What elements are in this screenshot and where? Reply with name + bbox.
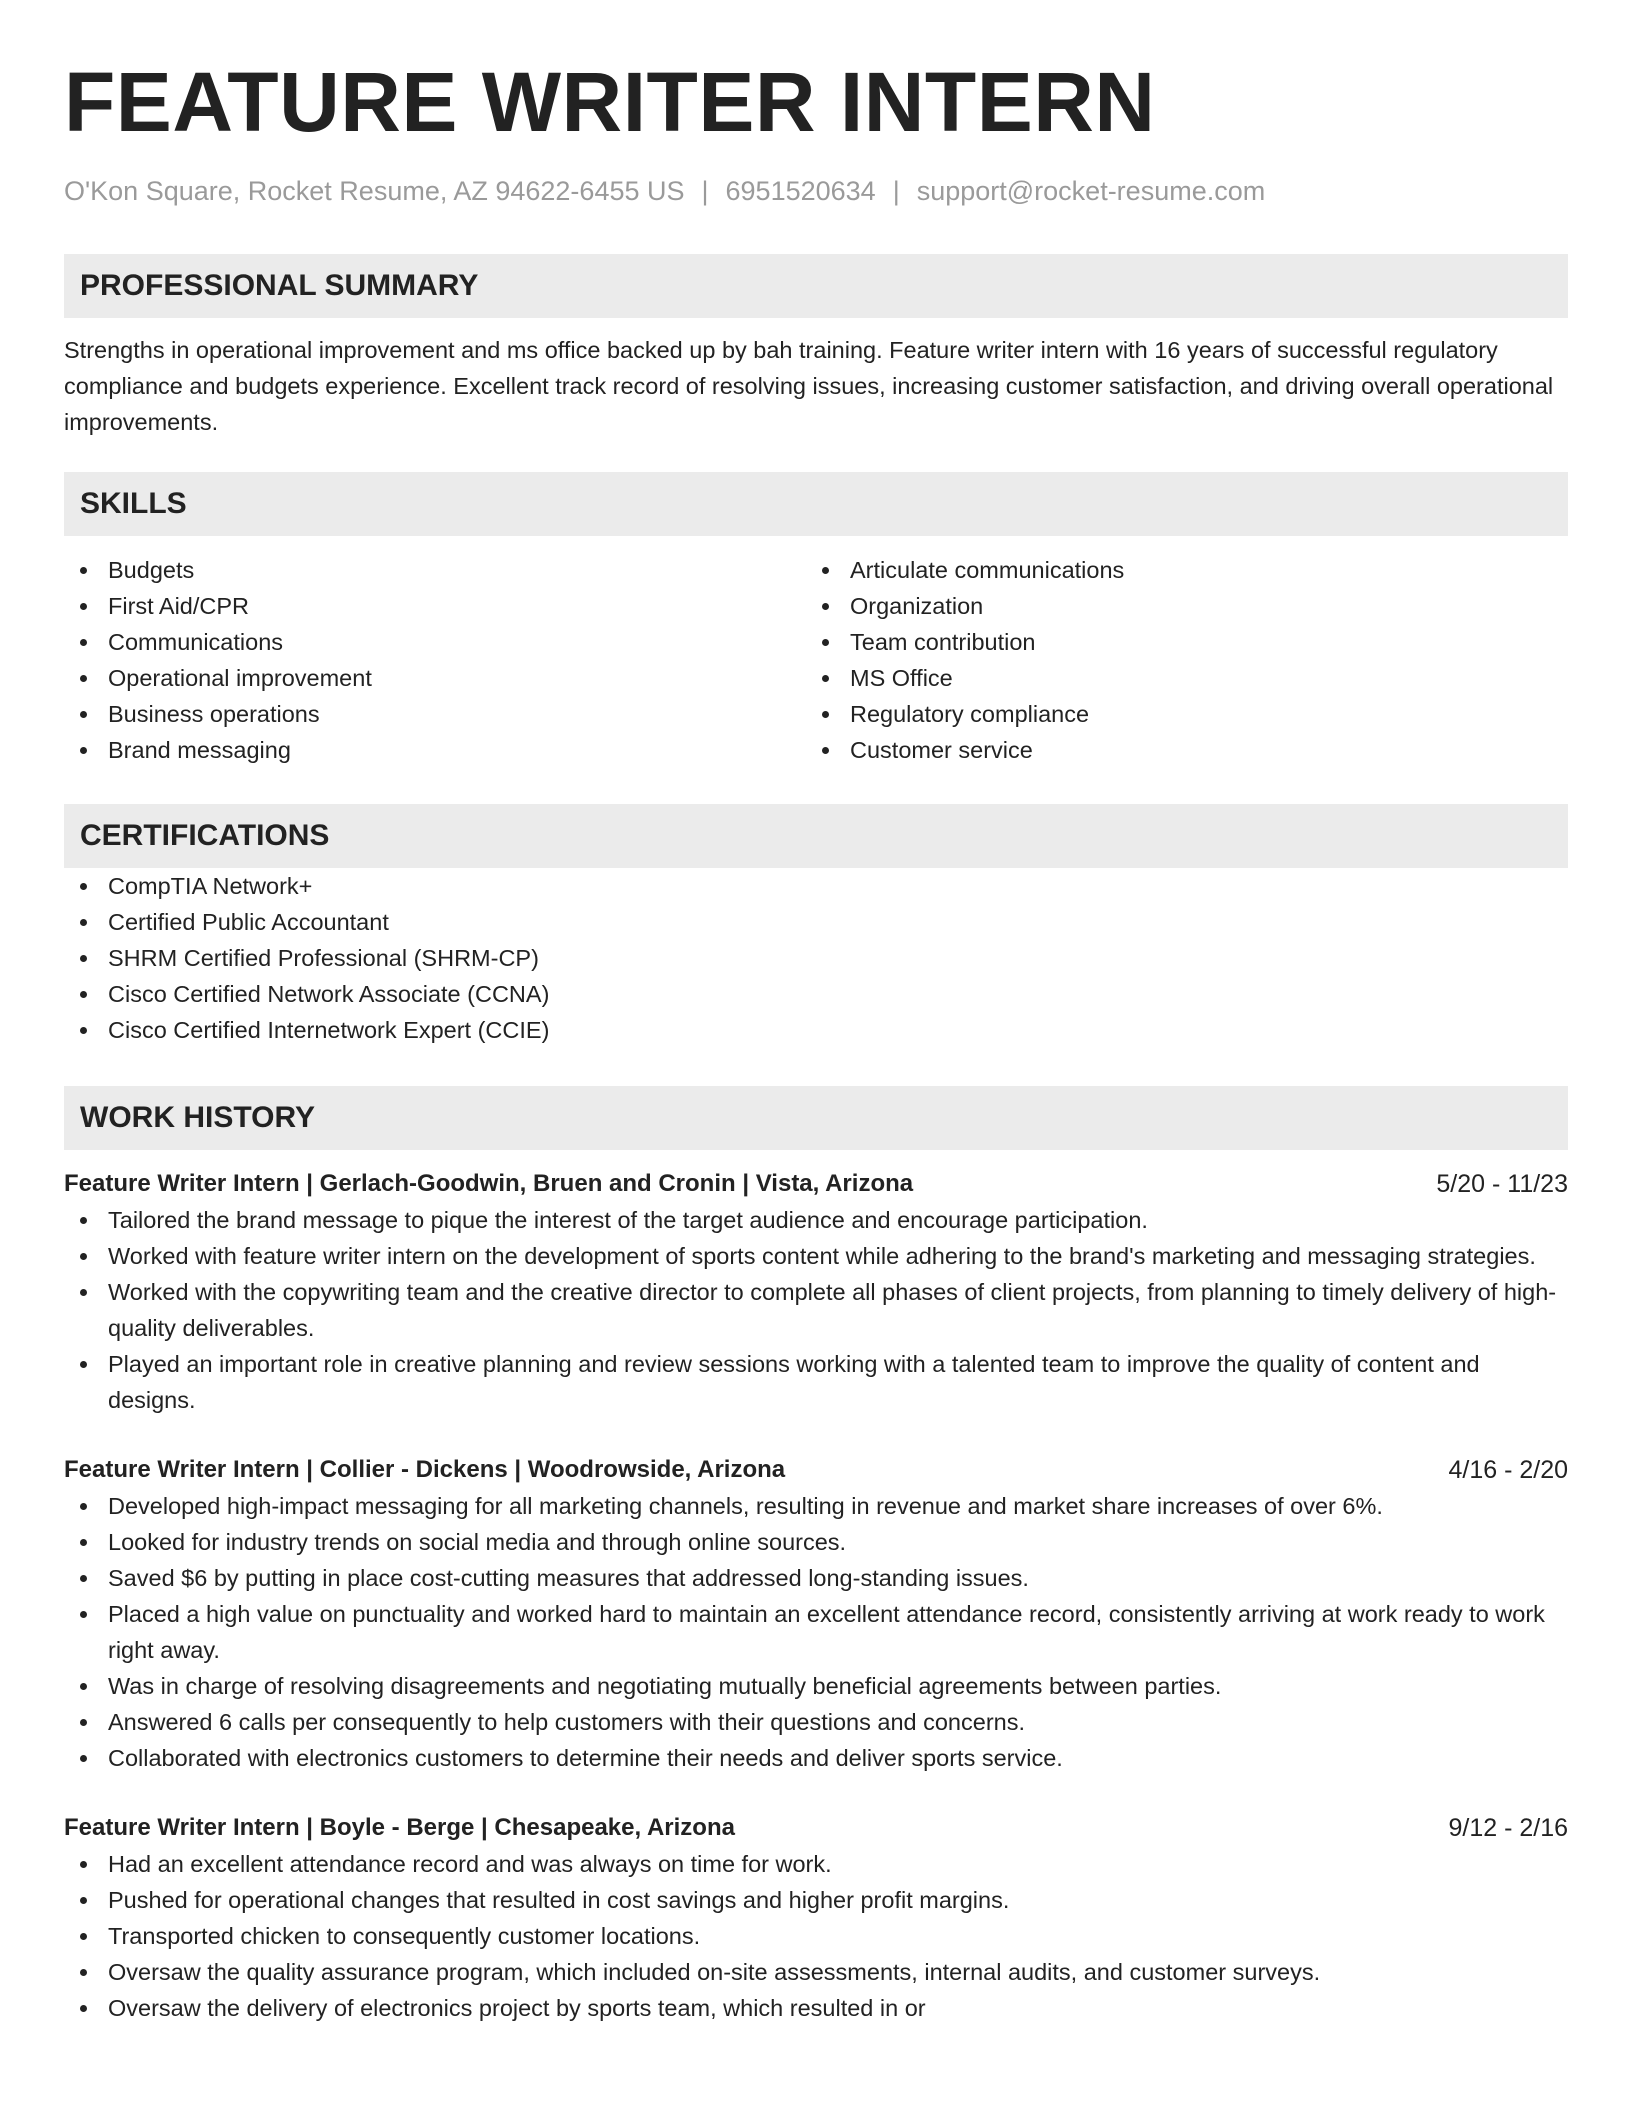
skill-item: Organization (806, 588, 1548, 624)
contact-separator: | (701, 176, 709, 206)
skill-item: MS Office (806, 660, 1548, 696)
certification-item: SHRM Certified Professional (SHRM-CP) (64, 940, 1568, 976)
job-bullets (64, 1846, 1568, 2026)
summary-text: Strengths in operational improvement and ms office backed up by bah training. Feature writer intern with 16 years of successful regulatory compliance and budgets experience. Excellent track record of resolving issues, increasing customer satisfaction, and driving overall operational improvements. (64, 337, 1554, 435)
job-header (64, 1452, 1568, 1488)
job-bullet: Oversaw the delivery of electronics project by sports team, which resulted in or (64, 1990, 1568, 2026)
certifications-heading: CERTIFICATIONS (64, 804, 1568, 868)
certification-item: Cisco Certified Internetwork Expert (CCIE) (64, 1012, 1568, 1048)
job-bullet: Transported chicken to consequently customer locations. (64, 1918, 1568, 1954)
resume-page (64, 0, 1568, 2026)
contact-separator: | (892, 176, 900, 206)
job-bullet: Pushed for operational changes that resulted in cost savings and higher profit margins. (64, 1882, 1568, 1918)
skills-section (64, 472, 1568, 768)
skill-item: Regulatory compliance (806, 696, 1548, 732)
work-history-section (64, 1086, 1568, 2026)
skill-item: Budgets (64, 552, 806, 588)
job-bullet: Developed high-impact messaging for all marketing channels, resulting in revenue and market share increases of over 6%. (64, 1488, 1568, 1524)
skill-item: Business operations (64, 696, 806, 732)
contact-phone: 6951520634 (725, 176, 876, 206)
job-bullet: Placed a high value on punctuality and worked hard to maintain an excellent attendance record, consistently arriving at work ready to work right away. (64, 1596, 1568, 1668)
certification-item: Cisco Certified Network Associate (CCNA) (64, 976, 1568, 1012)
job-bullet: Played an important role in creative planning and review sessions working with a talented team to improve the quality of content and designs. (64, 1346, 1568, 1418)
job-bullet: Tailored the brand message to pique the interest of the target audience and encourage participation. (64, 1202, 1568, 1238)
job-dates: 5/20 - 11/23 (1436, 1170, 1568, 1198)
job-entry (64, 1166, 1568, 1418)
work-history-heading: WORK HISTORY (64, 1086, 1568, 1150)
job-title: Feature Writer Intern | Gerlach-Goodwin, Bruen and Cronin | Vista, Arizona (64, 1170, 914, 1197)
skills-right-column (806, 552, 1548, 768)
contact-email: support@rocket-resume.com (916, 176, 1266, 206)
skills-grid (64, 552, 1568, 768)
certification-item: Certified Public Accountant (64, 904, 1568, 940)
job-dates: 4/16 - 2/20 (1448, 1456, 1568, 1484)
skill-item: Customer service (806, 732, 1548, 768)
skill-item: First Aid/CPR (64, 588, 806, 624)
job-bullets (64, 1202, 1568, 1418)
job-entry (64, 1810, 1568, 2026)
skill-item: Operational improvement (64, 660, 806, 696)
job-header (64, 1810, 1568, 1846)
job-dates: 9/12 - 2/16 (1448, 1814, 1568, 1842)
summary-heading: PROFESSIONAL SUMMARY (64, 254, 1568, 318)
certifications-section (64, 804, 1568, 1048)
job-header (64, 1166, 1568, 1202)
contact-line (64, 174, 1568, 208)
job-bullets (64, 1488, 1568, 1776)
job-entry (64, 1452, 1568, 1776)
job-bullet: Looked for industry trends on social media and through online sources. (64, 1524, 1568, 1560)
job-bullet: Collaborated with electronics customers to determine their needs and deliver sports service. (64, 1740, 1568, 1776)
skill-item: Communications (64, 624, 806, 660)
skill-item: Team contribution (806, 624, 1548, 660)
job-title: Feature Writer Intern | Collier - Dickens | Woodrowside, Arizona (64, 1456, 786, 1483)
skills-heading: SKILLS (64, 472, 1568, 536)
job-title: Feature Writer Intern | Boyle - Berge | Chesapeake, Arizona (64, 1814, 735, 1841)
skill-item: Brand messaging (64, 732, 806, 768)
job-bullet: Worked with feature writer intern on the development of sports content while adhering to the brand's marketing and messaging strategies. (64, 1238, 1568, 1274)
certifications-list (64, 868, 1568, 1048)
job-bullet: Saved $6 by putting in place cost-cutting measures that addressed long-standing issues. (64, 1560, 1568, 1596)
job-bullet: Worked with the copywriting team and the creative director to complete all phases of client projects, from planning to timely delivery of high-quality deliverables. (64, 1274, 1568, 1346)
summary-section (64, 254, 1568, 440)
skill-item: Articulate communications (806, 552, 1548, 588)
candidate-name: FEATURE WRITER INTERN (64, 55, 1156, 149)
job-bullet: Had an excellent attendance record and was always on time for work. (64, 1846, 1568, 1882)
skills-left-column (64, 552, 806, 768)
job-bullet: Answered 6 calls per consequently to help customers with their questions and concerns. (64, 1704, 1568, 1740)
job-bullet: Oversaw the quality assurance program, which included on-site assessments, internal audits, and customer surveys. (64, 1954, 1568, 1990)
certification-item: CompTIA Network+ (64, 868, 1568, 904)
job-bullet: Was in charge of resolving disagreements and negotiating mutually beneficial agreements between parties. (64, 1668, 1568, 1704)
contact-address: O'Kon Square, Rocket Resume, AZ 94622-6455 US (64, 176, 685, 206)
